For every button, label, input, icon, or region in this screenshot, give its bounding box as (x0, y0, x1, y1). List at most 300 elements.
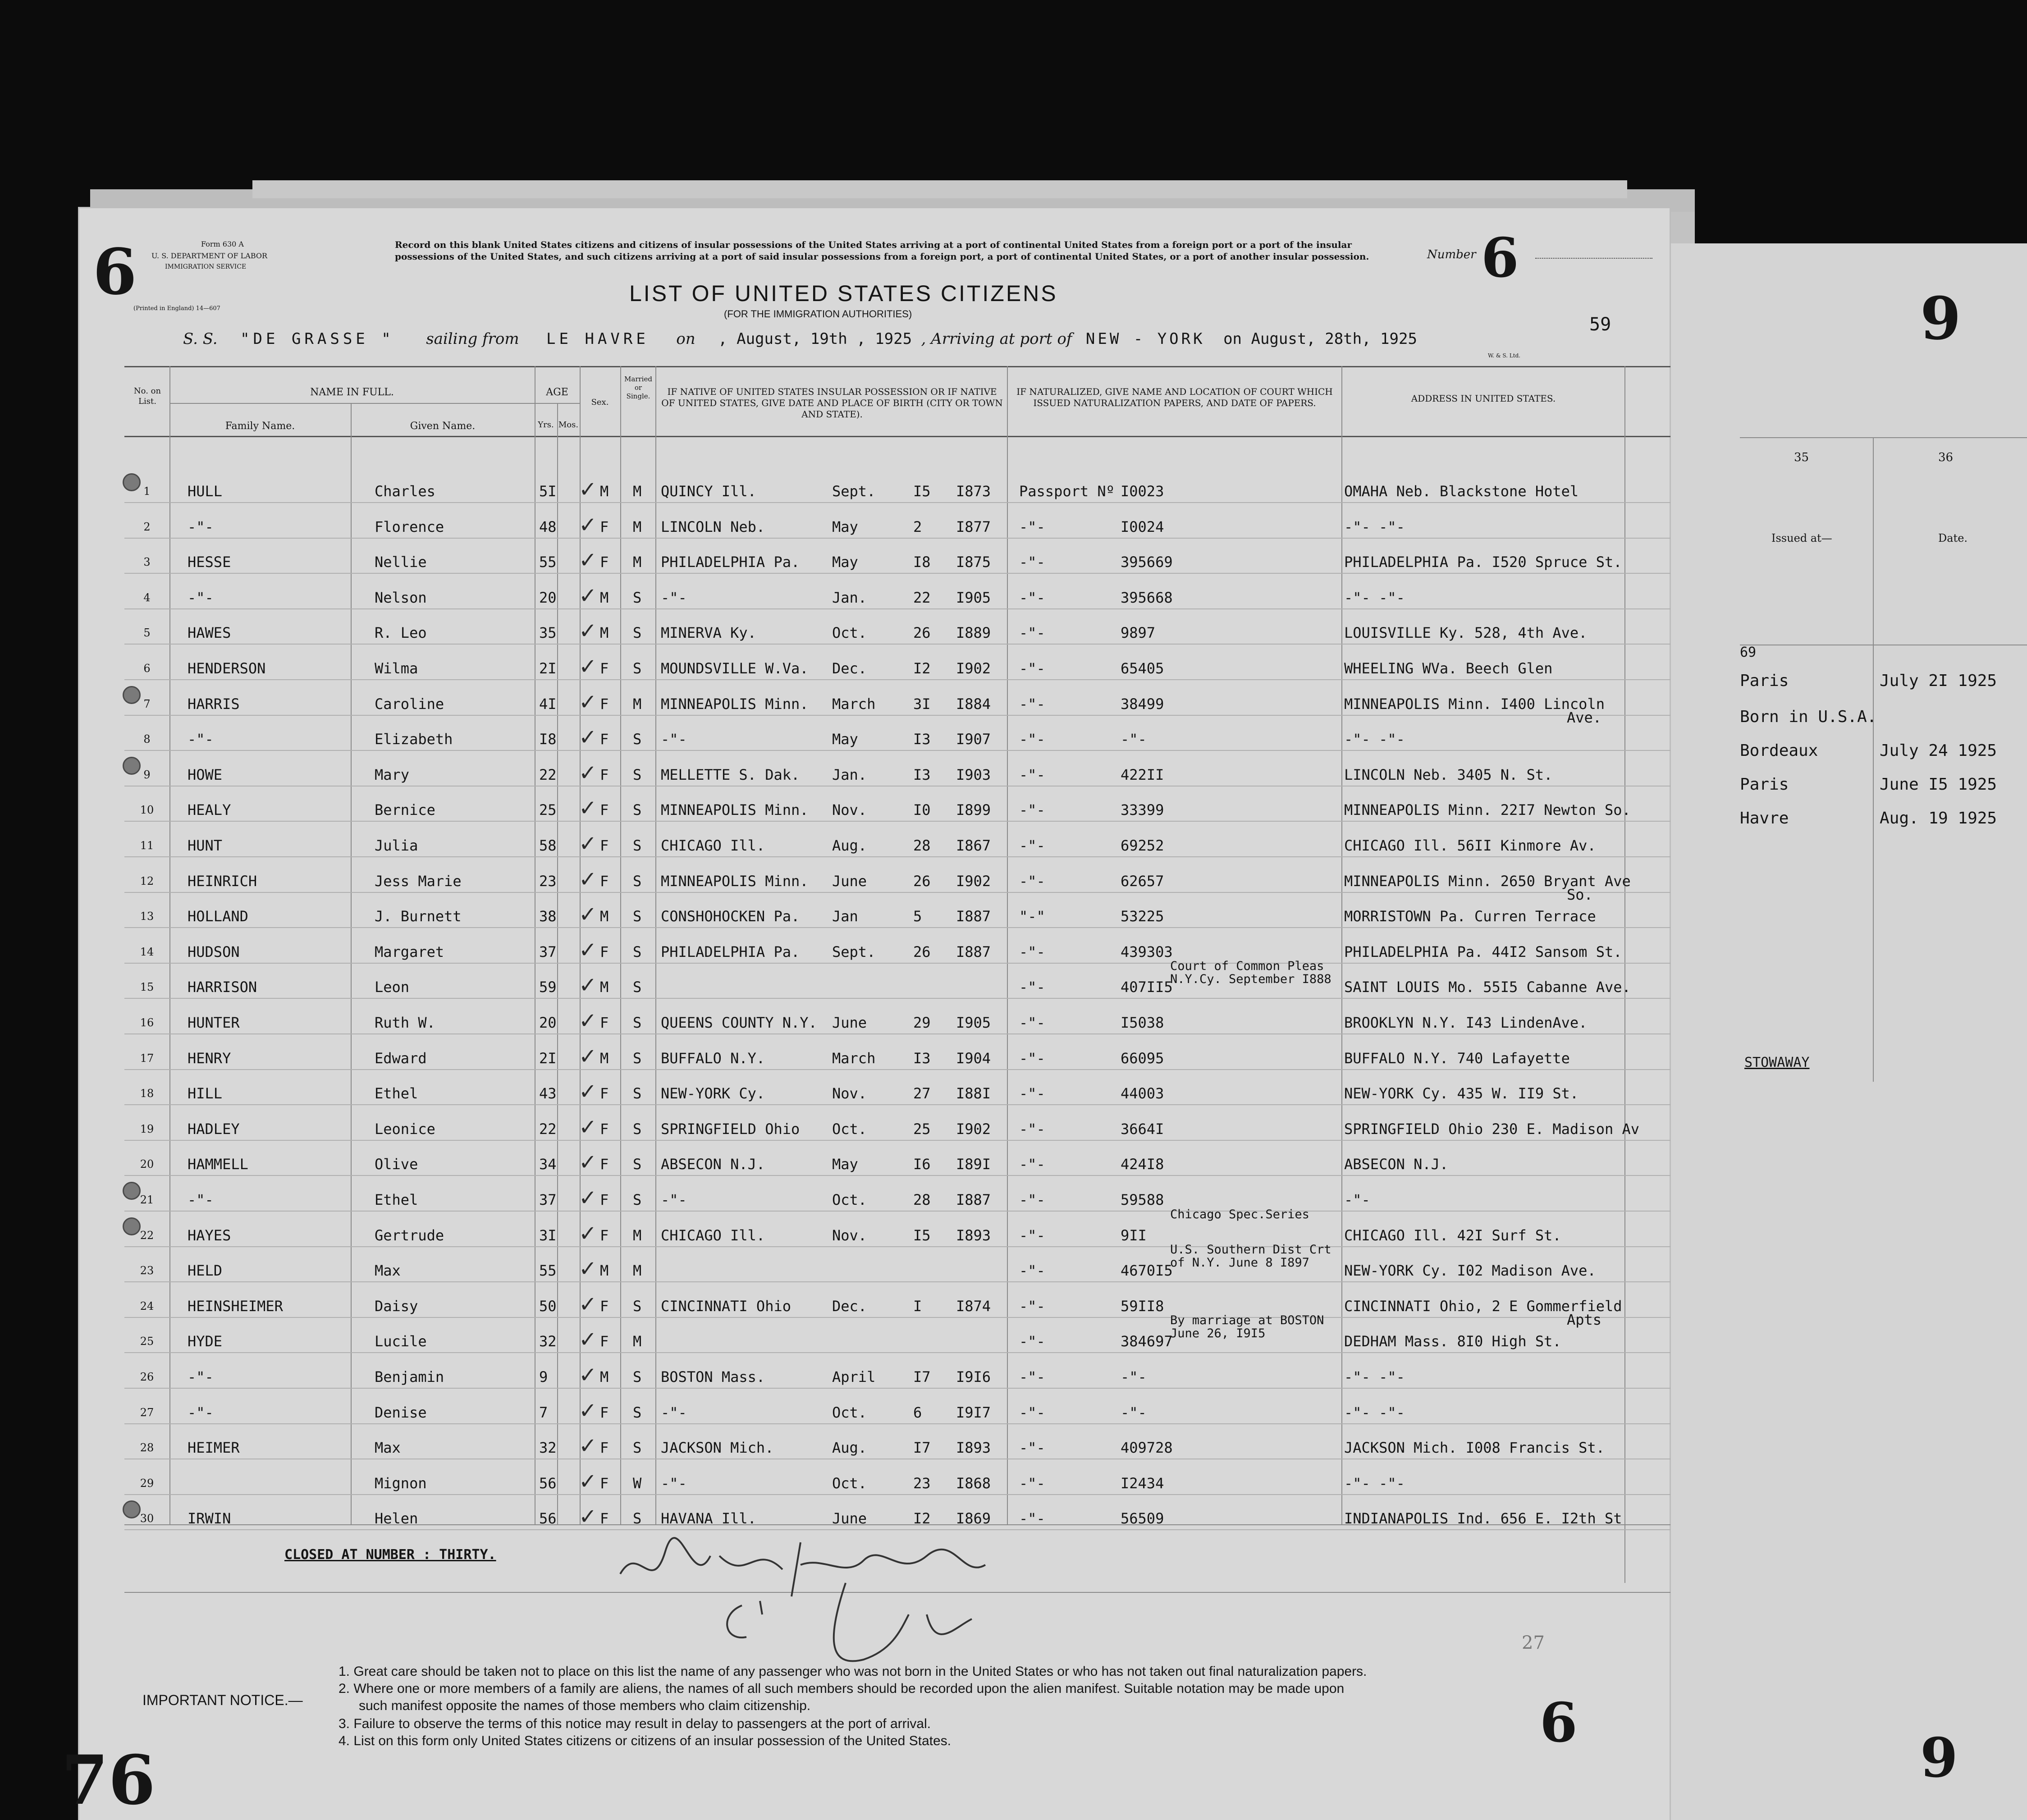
passport-number: I5038 (1121, 1014, 1164, 1031)
header-no-on-list: No. on List. (133, 386, 161, 406)
row-number: 20 (140, 1158, 154, 1171)
stamp-bottom-left: 76 (61, 1741, 156, 1820)
family-name: -"- (188, 1368, 214, 1386)
family-name: HAMMELL (188, 1156, 248, 1173)
passport-label: -"- (1019, 1404, 1045, 1421)
court-note: Chicago Spec.Series (1170, 1207, 1309, 1221)
family-name: HUNTER (188, 1014, 240, 1031)
address: BROOKLYN N.Y. I43 LindenAve. (1344, 1014, 1588, 1031)
marital-status: S (633, 1297, 642, 1315)
passport-number: 38499 (1121, 695, 1164, 713)
given-name: Helen (375, 1510, 418, 1527)
row-number: 19 (140, 1122, 154, 1135)
passport-label: -"- (1019, 1085, 1045, 1102)
marital-status: S (633, 979, 642, 996)
family-name: HENRY (188, 1049, 231, 1067)
passport-label: -"- (1019, 1510, 1045, 1527)
birth-year: I9I6 (956, 1368, 991, 1386)
passport-number: 59588 (1121, 1191, 1164, 1208)
age-years: 55 (539, 1262, 557, 1280)
form-title: LIST OF UNITED STATES CITIZENS (629, 281, 1058, 306)
sex: F (600, 1014, 609, 1031)
header-age: AGE (546, 387, 568, 398)
row-rule (124, 1175, 1670, 1176)
row-rule (124, 927, 1670, 928)
passport-number: -"- (1121, 1368, 1147, 1386)
address: PHILADELPHIA Pa. I520 Spruce St. (1344, 553, 1622, 571)
row-rule (124, 856, 1670, 857)
sex: F (600, 1226, 609, 1244)
check-mark-icon: ✓ (579, 583, 597, 608)
check-mark-icon: ✓ (579, 1008, 597, 1033)
age-years: I8 (539, 731, 557, 748)
passport-number: 65405 (1121, 660, 1164, 677)
passport-label: -"- (1019, 624, 1045, 642)
family-name: HARRIS (188, 695, 240, 713)
age-years: 56 (539, 1474, 557, 1492)
family-name: HEALY (188, 801, 231, 819)
marital-status: S (633, 872, 642, 890)
row-number: 13 (140, 910, 154, 923)
address: LINCOLN Neb. 3405 N. St. (1344, 766, 1553, 783)
family-name: HUNT (188, 837, 223, 854)
punch-hole (123, 1182, 141, 1200)
sex: F (600, 1156, 609, 1173)
issued-at-label: Issued at— (1771, 532, 1832, 544)
header-native: IF NATIVE OF UNITED STATES INSULAR POSSESSION OR IF NATIVE OF UNITED STATES, GIVE DATE AND PLACE OF BIRTH (CITY OR TOWN AND STATE). (661, 386, 1003, 420)
address: -"- -"- (1344, 1474, 1405, 1492)
birth-place: -"- (661, 1191, 687, 1208)
row-number: 28 (140, 1441, 154, 1454)
sex: F (600, 1474, 609, 1492)
birth-year: I875 (956, 553, 991, 571)
address: -"- (1344, 1191, 1370, 1208)
age-years: 3I (539, 1226, 557, 1244)
family-name: HELD (188, 1262, 223, 1280)
birth-month: May (832, 553, 858, 571)
marital-status: S (633, 943, 642, 960)
check-mark-icon: ✓ (579, 1398, 597, 1423)
birth-year: I903 (956, 766, 991, 783)
birth-place: MINNEAPOLIS Minn. (661, 695, 809, 713)
birth-month: Nov. (832, 1226, 867, 1244)
age-years: 23 (539, 872, 557, 890)
right-sheet-place: Bordeaux (1740, 741, 1818, 760)
marital-status: S (633, 1439, 642, 1457)
row-rule (124, 679, 1670, 680)
birth-place: QUINCY Ill. (661, 483, 756, 500)
stamp-top-right: 9 (1920, 284, 1961, 353)
marital-status: S (633, 731, 642, 748)
sex: F (600, 731, 609, 748)
marital-status: S (633, 1510, 642, 1527)
age-years: 5I (539, 483, 557, 500)
address: LOUISVILLE Ky. 528, 4th Ave. (1344, 624, 1588, 642)
birth-day: I3 (913, 766, 931, 783)
header-yrs: Yrs. (538, 420, 554, 430)
birth-place: MOUNDSVILLE W.Va. (661, 660, 809, 677)
row-number: 22 (140, 1229, 154, 1242)
check-mark-icon: ✓ (579, 796, 597, 821)
marital-status: S (633, 766, 642, 783)
col-35-label: 35 (1794, 451, 1809, 464)
stamp-bottom-center: 6 (1540, 1691, 1578, 1755)
birth-year: I873 (956, 483, 991, 500)
court-note: By marriage at BOSTON June 26, I9I5 (1170, 1313, 1324, 1340)
right-sheet-place: Paris (1740, 775, 1789, 794)
family-name: HULL (188, 483, 223, 500)
family-name: HADLEY (188, 1120, 240, 1138)
page-number: 59 (1589, 314, 1611, 335)
row-rule (124, 1211, 1670, 1212)
address: SAINT LOUIS Mo. 55I5 Cabanne Ave. (1344, 979, 1631, 996)
right-sheet-date: Aug. 19 1925 (1880, 809, 1997, 828)
family-name: -"- (188, 1404, 214, 1421)
sex: F (600, 1085, 609, 1102)
notice-item: 2. Where one or more members of a family are aliens, the names of all such members should be recorded upon the alien manifest. Suitable notation may be made upon (339, 1681, 1345, 1696)
birth-month: June (832, 1014, 867, 1031)
row-rule (124, 1140, 1670, 1141)
family-name: HENDERSON (188, 660, 266, 677)
given-name: Benjamin (375, 1368, 444, 1386)
passport-label: Passport Nº (1019, 483, 1115, 500)
birth-year: I905 (956, 1014, 991, 1031)
passport-label: -"- (1019, 1191, 1045, 1208)
address: MINNEAPOLIS Minn. 22I7 Newton So. (1344, 801, 1631, 819)
birth-month: March (832, 695, 876, 713)
address: -"- -"- (1344, 1368, 1405, 1386)
passport-number: I2434 (1121, 1474, 1164, 1492)
address: -"- -"- (1344, 731, 1405, 748)
address: INDIANAPOLIS Ind. 656 E. I2th St (1344, 1510, 1622, 1527)
check-mark-icon: ✓ (579, 1079, 597, 1105)
age-years: 56 (539, 1510, 557, 1527)
header-mos: Mos. (558, 420, 579, 430)
passport-label: -"- (1019, 589, 1045, 606)
birth-year: I902 (956, 872, 991, 890)
header-naturalized: IF NATURALIZED, GIVE NAME AND LOCATION OF COURT WHICH ISSUED NATURALIZATION PAPERS, AND DATE OF PAPERS. (1016, 386, 1333, 408)
family-name: HESSE (188, 553, 231, 571)
birth-day: I3 (913, 731, 931, 748)
birth-year: I868 (956, 1474, 991, 1492)
age-years: 50 (539, 1297, 557, 1315)
row-rule (124, 1069, 1670, 1070)
given-name: Leonice (375, 1120, 435, 1138)
given-name: Bernice (375, 801, 435, 819)
printed-note: (Printed in England) 14—607 (133, 305, 220, 312)
address: CHICAGO Ill. 56II Kinmore Av. (1344, 837, 1596, 854)
birth-day: 25 (913, 1120, 931, 1138)
address: NEW-YORK Cy. I02 Madison Ave. (1344, 1262, 1596, 1280)
birth-month: June (832, 1510, 867, 1527)
check-mark-icon: ✓ (579, 1114, 597, 1140)
birth-month: Aug. (832, 1439, 867, 1457)
passport-number: 395669 (1121, 553, 1173, 571)
main-sheet (61, 208, 1670, 1820)
birth-month: Jan. (832, 766, 867, 783)
header-address: ADDRESS IN UNITED STATES. (1411, 393, 1556, 404)
family-name: HAWES (188, 624, 231, 642)
given-name: R. Leo (375, 624, 427, 642)
header-name-in-full: NAME IN FULL. (310, 387, 394, 398)
birth-place: LINCOLN Neb. (661, 518, 765, 535)
birth-day: 26 (913, 943, 931, 960)
row-rule (124, 1388, 1670, 1389)
address: CHICAGO Ill. 42I Surf St. (1344, 1226, 1561, 1244)
birth-day: 29 (913, 1014, 931, 1031)
age-years: 37 (539, 943, 557, 960)
sex: F (600, 943, 609, 960)
birth-year: I904 (956, 1049, 991, 1067)
given-name: Daisy (375, 1297, 418, 1315)
instructions: Record on this blank United States citizens and citizens of insular possessions of the United States arriving at a port of continental United States from a foreign port or a port of the insular possessions of the United States, and such citizens arriving at a port of said insular possessions from a foreign port, a port of continental United States, or a port of another insular possession. (395, 239, 1369, 262)
birth-place: CHICAGO Ill. (661, 837, 765, 854)
birth-place: -"- (661, 589, 687, 606)
birth-year: I9I7 (956, 1404, 991, 1421)
notice-item: 3. Failure to observe the terms of this notice may result in delay to passengers at the port of arrival. (339, 1716, 931, 1731)
birth-month: Aug. (832, 837, 867, 854)
family-name: -"- (188, 518, 214, 535)
age-years: 2I (539, 1049, 557, 1067)
passport-number: 424I8 (1121, 1156, 1164, 1173)
age-years: 22 (539, 766, 557, 783)
age-years: 4I (539, 695, 557, 713)
row-number: 14 (140, 945, 154, 958)
passport-label: -"- (1019, 731, 1045, 748)
row-rule (124, 1033, 1670, 1034)
given-name: Gertrude (375, 1226, 444, 1244)
family-name: HEINRICH (188, 872, 257, 890)
printer-mark: W. & S. Ltd. (1488, 352, 1521, 359)
passport-label: -"- (1019, 801, 1045, 819)
marital-status: W (633, 1474, 642, 1492)
notice-item: 1. Great care should be taken not to place on this list the name of any passenger who was not born in the United States or who has not taken out final naturalization papers. (339, 1664, 1367, 1679)
marital-status: S (633, 1404, 642, 1421)
birth-place: MINNEAPOLIS Minn. (661, 801, 809, 819)
passport-label: "-" (1019, 908, 1045, 925)
row-rule (124, 644, 1670, 645)
birth-day: I2 (913, 1510, 931, 1527)
age-years: 35 (539, 624, 557, 642)
birth-month: May (832, 731, 858, 748)
notice-label: IMPORTANT NOTICE.— (142, 1692, 303, 1708)
given-name: Denise (375, 1404, 427, 1421)
row-rule (124, 1246, 1670, 1247)
sex: F (600, 1404, 609, 1421)
address: CINCINNATI Ohio, 2 E Gommerfield (1344, 1297, 1622, 1315)
passport-label: -"- (1019, 1226, 1045, 1244)
age-years: 34 (539, 1156, 557, 1173)
row-number: 30 (140, 1512, 154, 1525)
row-number: 25 (140, 1335, 154, 1348)
check-mark-icon: ✓ (579, 548, 597, 573)
birth-place: -"- (661, 1474, 687, 1492)
marital-status: S (633, 1368, 642, 1386)
stamp-bottom-right: 9 (1920, 1726, 1958, 1790)
passport-number: 69252 (1121, 837, 1164, 854)
right-sheet-place: Born in U.S.A. (1740, 708, 1877, 726)
birth-month: Oct. (832, 624, 867, 642)
given-name: J. Burnett (375, 908, 462, 925)
row-rule (124, 892, 1670, 893)
sex: F (600, 518, 609, 535)
arrive-year: 25 (1399, 330, 1417, 348)
birth-day: I5 (913, 483, 931, 500)
header-given-name: Given Name. (410, 421, 476, 432)
birth-month: May (832, 518, 858, 535)
birth-year: I887 (956, 1191, 991, 1208)
row-number: 17 (140, 1052, 154, 1065)
punch-hole (123, 686, 141, 704)
row-number: 21 (140, 1194, 154, 1206)
family-name: -"- (188, 731, 214, 748)
passport-number: 33399 (1121, 801, 1164, 819)
given-name: Charles (375, 483, 435, 500)
row-number: 3 (143, 556, 151, 569)
row-rule (124, 821, 1670, 822)
check-mark-icon: ✓ (579, 1468, 597, 1494)
ship-name: "DE GRASSE " (240, 330, 394, 348)
passport-label: -"- (1019, 553, 1045, 571)
birth-day: I3 (913, 1049, 931, 1067)
birth-day: 23 (913, 1474, 931, 1492)
check-mark-icon: ✓ (579, 902, 597, 928)
number-line (1535, 249, 1652, 259)
row-number: 27 (140, 1406, 154, 1419)
birth-place: MELLETTE S. Dak. (661, 766, 800, 783)
check-mark-icon: ✓ (579, 1185, 597, 1211)
row-number: 12 (140, 874, 154, 887)
birth-month: Oct. (832, 1474, 867, 1492)
address: SPRINGFIELD Ohio 230 E. Madison Av (1344, 1120, 1640, 1138)
birth-year: I902 (956, 660, 991, 677)
sex: F (600, 801, 609, 819)
row-rule (124, 573, 1670, 574)
address-continued: Apts (1567, 1311, 1602, 1328)
row-rule (124, 1494, 1670, 1495)
given-name: Max (375, 1439, 401, 1457)
pencil-mark: 27 (1522, 1633, 1545, 1653)
birth-year: I893 (956, 1439, 991, 1457)
passport-number: 395668 (1121, 589, 1173, 606)
age-years: 20 (539, 1014, 557, 1031)
right-sheet-place: Havre (1740, 809, 1789, 828)
passport-number: 422II (1121, 766, 1164, 783)
check-mark-icon: ✓ (579, 689, 597, 715)
row-number: 23 (140, 1264, 154, 1277)
row-rule (124, 715, 1670, 716)
marital-status: S (633, 908, 642, 925)
family-name: HEINSHEIMER (188, 1297, 283, 1315)
given-name: Florence (375, 518, 444, 535)
birth-day: I6 (913, 1156, 931, 1173)
marital-status: S (633, 660, 642, 677)
given-name: Ethel (375, 1191, 418, 1208)
check-mark-icon: ✓ (579, 831, 597, 856)
form-number: Form 630 A (201, 240, 244, 248)
birth-year: I907 (956, 731, 991, 748)
punch-hole (123, 473, 141, 491)
row-number: 15 (140, 981, 154, 994)
birth-place: QUEENS COUNTY N.Y. (661, 1014, 817, 1031)
row-number: 26 (140, 1371, 154, 1383)
row-number: 29 (140, 1477, 154, 1490)
passport-number: 3664I (1121, 1120, 1164, 1138)
passport-number: 439303 (1121, 943, 1173, 960)
marital-status: S (633, 801, 642, 819)
birth-place: BUFFALO N.Y. (661, 1049, 765, 1067)
sex: M (600, 589, 609, 606)
given-name: Mary (375, 766, 410, 783)
birth-month: June (832, 872, 867, 890)
service: IMMIGRATION SERVICE (165, 263, 247, 270)
family-name: HOLLAND (188, 908, 248, 925)
birth-month: Oct. (832, 1120, 867, 1138)
notice-item: 4. List on this form only United States citizens or citizens of an insular possession of the United States. (339, 1733, 952, 1748)
check-mark-icon: ✓ (579, 937, 597, 963)
row-number: 18 (140, 1087, 154, 1100)
sex: F (600, 837, 609, 854)
birth-year: I884 (956, 695, 991, 713)
notice-item: such manifest opposite the names of those members who claim citizenship. (359, 1698, 811, 1713)
sex: M (600, 908, 609, 925)
birth-month: Dec. (832, 1297, 867, 1315)
birth-month: Sept. (832, 483, 876, 500)
passport-label: -"- (1019, 1120, 1045, 1138)
passport-number: 56509 (1121, 1510, 1164, 1527)
birth-day: I (913, 1297, 922, 1315)
birth-year: I869 (956, 1510, 991, 1527)
address: MINNEAPOLIS Minn. I400 Lincoln (1344, 695, 1605, 713)
check-mark-icon: ✓ (579, 1256, 597, 1282)
passport-number: I0023 (1121, 483, 1164, 500)
check-mark-icon: ✓ (579, 654, 597, 679)
birth-day: 28 (913, 837, 931, 854)
marital-status: M (633, 483, 642, 500)
given-name: Edward (375, 1049, 427, 1067)
form-subtitle: (FOR THE IMMIGRATION AUTHORITIES) (724, 308, 912, 320)
court-note: Court of Common Pleas N.Y.Cy. September I888 (1170, 959, 1332, 986)
passport-number: -"- (1121, 1404, 1147, 1421)
marital-status: S (633, 589, 642, 606)
row-rule (124, 1281, 1670, 1282)
address: PHILADELPHIA Pa. 44I2 Sansom St. (1344, 943, 1622, 960)
marital-status: S (633, 1156, 642, 1173)
row-rule (124, 786, 1670, 787)
birth-month: April (832, 1368, 876, 1386)
age-years: 59 (539, 979, 557, 996)
sex: F (600, 1510, 609, 1527)
birth-place: MINERVA Ky. (661, 624, 756, 642)
depart-date: , August, 19th , 19 (718, 330, 894, 348)
marital-status: S (633, 837, 642, 854)
row-rule (124, 502, 1670, 503)
depart-year: 25 (893, 330, 912, 348)
age-years: 20 (539, 589, 557, 606)
stowaway-note: STOWAWAY (1744, 1055, 1810, 1070)
from-port: LE HAVRE (546, 330, 649, 348)
passport-label: -"- (1019, 518, 1045, 535)
sex: F (600, 1439, 609, 1457)
birth-place: CONSHOHOCKEN Pa. (661, 908, 800, 925)
age-years: 9 (539, 1368, 548, 1386)
family-name: HOWE (188, 766, 223, 783)
row-number: 4 (143, 591, 151, 604)
check-mark-icon: ✓ (579, 1221, 597, 1246)
birth-place: -"- (661, 731, 687, 748)
address: JACKSON Mich. I008 Francis St. (1344, 1439, 1605, 1457)
age-years: 22 (539, 1120, 557, 1138)
